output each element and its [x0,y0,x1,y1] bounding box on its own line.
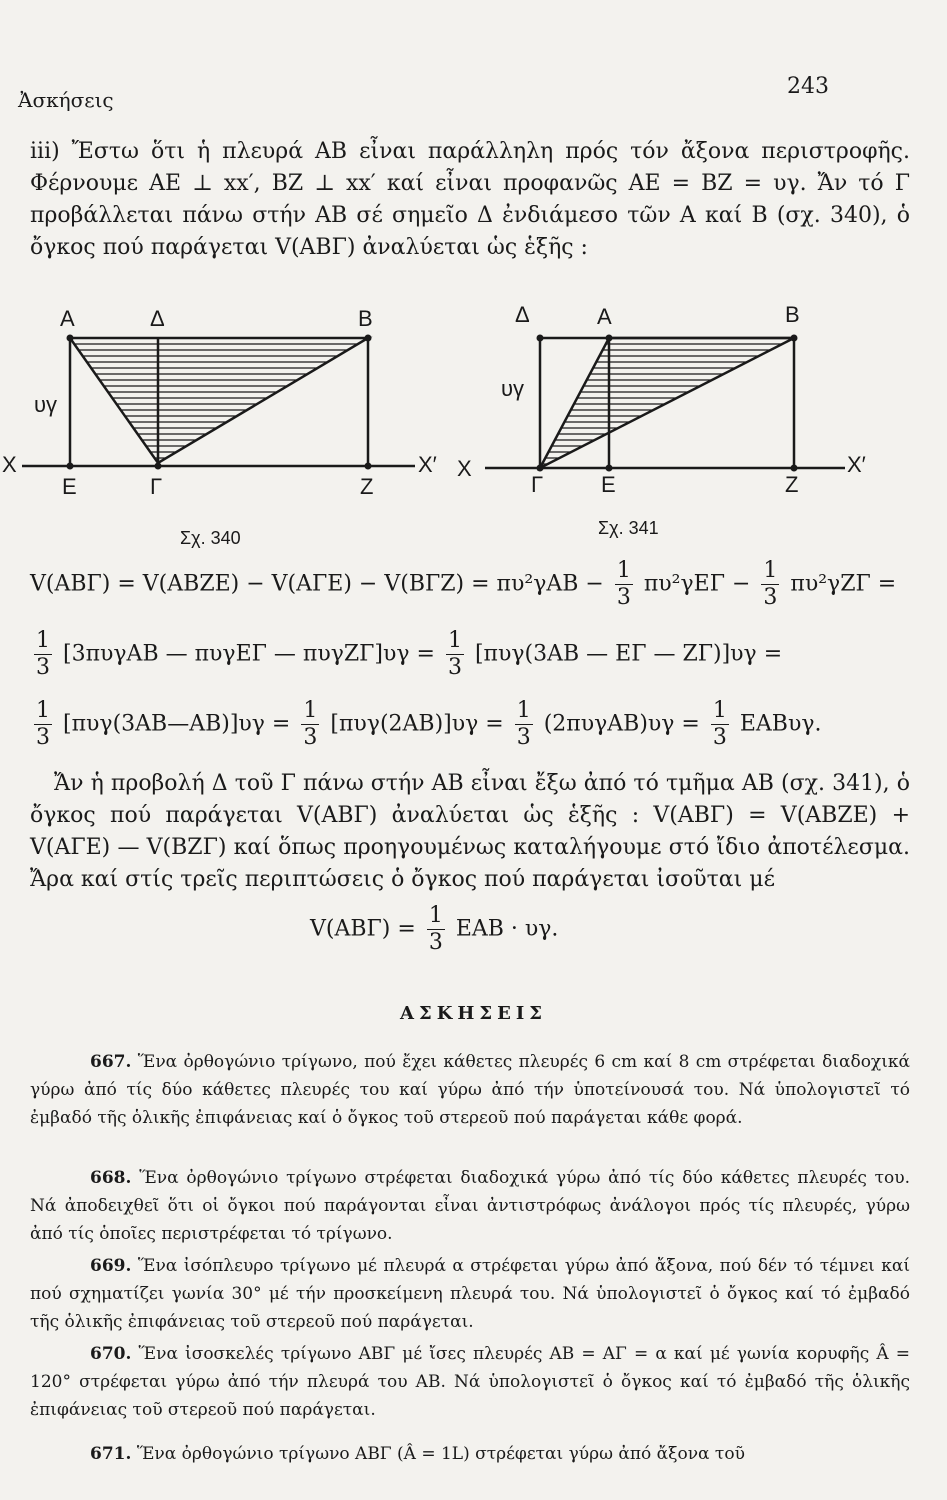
point-z-341 [791,465,798,472]
exercise-667 [30,1048,910,1132]
frac-den: 3 [763,585,778,610]
exercise-text: Ἕνα ἰσόπλευρο τρίγωνο μέ πλευρά α στρέφεται γύρω ἀπό ἄξονα, πού δέν τό τέμνει καί πού σχηματίζει γωνία 30° μέ τήν προσκείμενη πλευρά του. Νά ὑπολογιστεῖ ὁ ὄγκος καί τό ἐμβαδό τῆς ὁλικῆς ἐπιφάνειας τοῦ στερεοῦ πού παράγεται. [30,1256,911,1332]
paragraph-text: Ἄν ἡ προβολή Δ τοῦ Γ πάνω στήν ΑΒ εἶναι ἔξω ἀπό τό τμῆμα ΑΒ (σχ. 341), ὁ ὄγκος πού παράγεται V(ΑΒΓ) ἀναλύεται ὡς ἑξῆς : V(ΑΒΓ) = V(ΑΒΖΕ) + V(ΑΓΕ) — V(ΒΖΓ) καί ὅπως προηγουμένως καταλήγουμε στό ἴδιο ἀποτέλεσμα. Ἄρα καί στίς τρεῖς περιπτώσεις ὁ ὄγκος πού παράγεται ἰσοῦται μέ [30,771,910,892]
frac-num: 1 [428,903,443,928]
frac-den: 3 [36,725,50,750]
final-formula [310,905,558,954]
label-g-340: Γ [150,474,163,499]
frac-num: 1 [36,698,50,723]
label-xp-341: Χ′ [847,452,866,477]
label-z-340: Ζ [360,474,374,499]
formula-2-a: [3πυγΑΒ — πυγΕΓ — πυγΖΓ]υγ = [63,641,435,667]
page-number: 243 [787,74,829,99]
fraction-one-third [34,630,52,679]
point-z-340 [365,463,372,470]
frac-den: 3 [616,585,631,610]
figure-340 [0,300,460,550]
fraction-one-third [515,700,533,749]
fraction-one-third [446,630,464,679]
running-header: Ἀσκήσεις [18,88,114,112]
exercise-number: 667. [90,1052,132,1072]
frac-num: 1 [763,558,778,583]
point-a-341 [606,335,613,342]
label-b-341: Β [785,302,800,327]
caption-341: Σχ. 341 [598,518,659,538]
frac-den: 3 [447,655,462,680]
point-e-340 [67,463,74,470]
exercises-heading: ΑΣΚΗΣΕΙΣ [400,1003,547,1024]
label-u-340: υγ [34,392,58,417]
label-b-340: Β [358,306,373,331]
hatching-341 [515,344,835,464]
frac-num: 1 [303,698,318,723]
paragraph-outside-case [30,768,910,896]
exercise-671 [30,1440,910,1468]
label-x-340: Χ [2,452,17,477]
fraction-one-third [301,700,319,749]
label-e-340: Ε [62,474,77,499]
label-a-340: Α [60,306,75,331]
label-xp-340: Χ′ [418,452,437,477]
formula-3-d: ΕΑΒυγ. [739,711,822,737]
fraction-one-third [615,560,633,609]
frac-den: 3 [428,930,443,955]
point-e-341 [606,465,613,472]
fraction-one-third [427,905,445,954]
frac-num: 1 [447,628,462,653]
triangle-abg-341 [540,338,794,468]
label-x-341: Χ [457,456,472,481]
frac-den: 3 [712,725,727,750]
paragraph-case-iii [30,136,910,264]
label-a-341: Α [597,304,612,329]
caption-340: Σχ. 340 [180,528,241,548]
formula-3-a: [πυγ(3ΑΒ—ΑΒ)]υγ = [63,711,291,737]
fraction-one-third [761,560,779,609]
exercise-text: Ἕνα ὀρθογώνιο τρίγωνο, πού ἔχει κάθετες πλευρές 6 cm καί 8 cm στρέφεται διαδοχικά γύρω ἀπό τίς δύο κάθετες πλευρές του καί γύρω ἀπό τήν ὑποτείνουσά του. Νά ὑπολογιστεῖ τό ἐμβαδό τῆς ὁλικῆς ἐπιφάνειας καί ὁ ὄγκος τοῦ στερεοῦ πού παράγεται κάθε φορά. [30,1052,910,1128]
exercise-668 [30,1164,910,1248]
label-u-341: υγ [501,376,525,401]
formula-line-3 [30,700,822,749]
label-g-341: Γ [531,472,544,497]
hatching-340 [60,344,380,458]
figure-341 [455,300,947,550]
formula-1-end: πυ²γΖΓ = [790,571,897,597]
exercise-text: Ἕνα ἰσοσκελές τρίγωνο ΑΒΓ μέ ἴσες πλευρές ΑΒ = ΑΓ = α καί μέ γωνία κορυφῆς Â = 120° στρέφεται γύρω ἀπό τήν πλευρά του ΑΒ. Νά ὑπολογιστεῖ ὁ ὄγκος καί τό ἐμβαδό τῆς ὁλικῆς ἐπιφάνειας τοῦ στερεοῦ πού παράγεται. [30,1344,910,1420]
formula-1-mid: πυ²γΕΓ − [643,571,751,597]
exercise-number: 668. [90,1168,132,1188]
fraction-one-third [34,700,52,749]
frac-den: 3 [303,725,318,750]
label-d-341: Δ [515,302,530,327]
point-d-341 [537,335,544,342]
label-z-341: Ζ [785,472,799,497]
frac-num: 1 [516,698,531,723]
frac-den: 3 [516,725,531,750]
exercise-text: Ἕνα ὀρθογώνιο τρίγωνο στρέφεται διαδοχικά γύρω ἀπό τίς δύο κάθετες πλευρές του. Νά ἀποδειχθεῖ ὅτι οἱ ὄγκοι πού παράγονται εἶναι ἀντιστρόφως ἀνάλογοι πρός τίς πλευρές, γύρω ἀπό τίς ὁποῖες περιστρέφεται τό τρίγωνο. [30,1168,910,1244]
final-formula-rhs: ΕΑΒ · υγ. [455,916,559,942]
point-b-341 [791,335,798,342]
frac-num: 1 [712,698,727,723]
formula-3-c: (2πυγΑΒ)υγ = [543,711,700,737]
label-e-341: Ε [601,472,616,497]
paragraph-text: iii) Ἔστω ὅτι ἡ πλευρά ΑΒ εἶναι παράλληλη πρός τόν ἄξονα περιστροφῆς. Φέρνουμε ΑΕ ⊥ xx′, ΒΖ ⊥ xx′ καί εἶναι προφανῶς ΑΕ = ΒΖ = υγ. Ἄν τό Γ προβάλλεται πάνω στήν ΑΒ σέ σημεῖο Δ ἐνδιάμεσο τῶν Α καί Β (σχ. 340), ὁ ὄγκος πού παράγεται V(ΑΒΓ) ἀναλύεται ὡς ἑξῆς : [30,139,910,260]
label-d-340: Δ [150,306,165,331]
formula-line-2 [30,630,782,679]
exercise-number: 670. [90,1344,132,1364]
final-formula-lhs: V(ΑΒΓ) = [310,916,416,942]
exercise-number: 671. [90,1444,132,1464]
frac-num: 1 [36,628,50,653]
exercise-669 [30,1252,910,1336]
point-b-340 [365,335,372,342]
point-a-340 [67,335,74,342]
triangle-abg-340 [70,338,368,463]
frac-num: 1 [616,558,631,583]
frac-den: 3 [36,655,50,680]
formula-2-b: [πυγ(3ΑΒ — ΕΓ — ΖΓ)]υγ = [474,641,783,667]
formula-line-1 [30,560,896,609]
point-g-341 [537,465,544,472]
point-g-340 [155,463,162,470]
exercise-number: 669. [90,1256,132,1276]
exercise-text: Ἕνα ὀρθογώνιο τρίγωνο ΑΒΓ (Â = 1L) στρέφεται γύρω ἀπό ἄξονα τοῦ [136,1444,745,1464]
formula-1-lhs: V(ΑΒΓ) = V(ΑΒΖΕ) − V(ΑΓΕ) − V(ΒΓΖ) = πυ²γΑΒ − [30,571,604,597]
exercise-670 [30,1340,910,1424]
formula-3-b: [πυγ(2ΑΒ)]υγ = [330,711,504,737]
fraction-one-third [711,700,729,749]
